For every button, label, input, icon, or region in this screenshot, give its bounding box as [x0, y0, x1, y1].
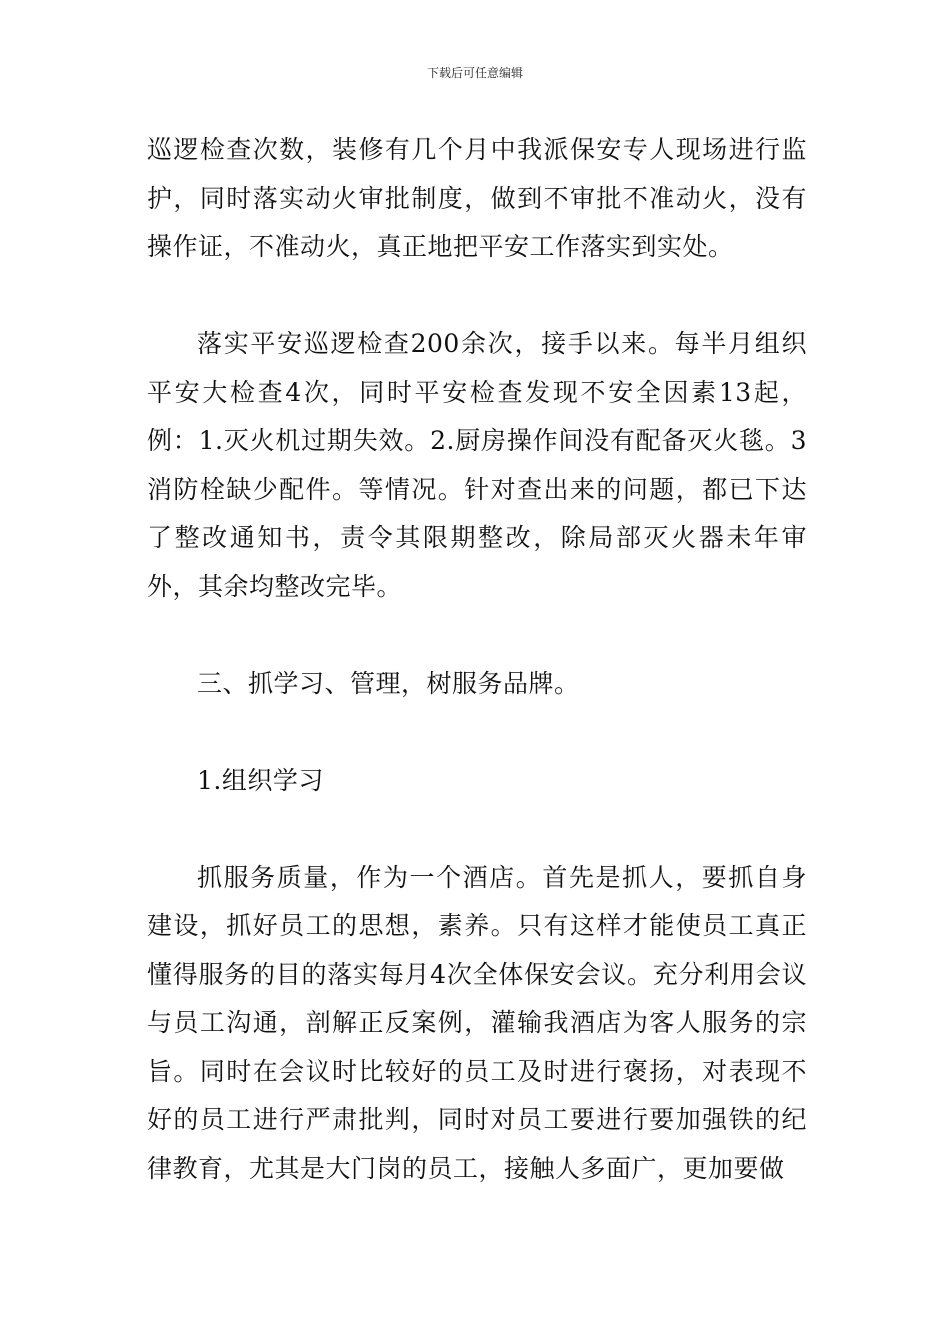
paragraph-gap: [147, 272, 807, 321]
document-body: [147, 126, 807, 1193]
paragraph-safety-inspection: 落实平安巡逻检查200余次，接手以来。每半月组织平安大检查4次，同时平安检查发现不安全因素13起，例：1.灭火机过期失效。2.厨房操作间没有配备灭火毯。3消防栓缺少配件。等情况。针对查出来的问题，都已下达了整改通知书，责令其限期整改，除局部灭火器未年审外，其余均整改完毕。: [147, 329, 807, 601]
paragraph-gap: [147, 805, 807, 854]
section-heading-three: 三、抓学习、管理，树服务品牌。: [197, 668, 580, 698]
page-header-note: 下载后可任意编辑: [426, 66, 523, 80]
paragraph-gap: [147, 708, 807, 757]
paragraph-gap: [147, 611, 807, 660]
subsection-heading-study: 1.组织学习: [197, 765, 324, 795]
paragraph-continuation: 巡逻检查次数，装修有几个月中我派保安专人现场进行监护，同时落实动火审批制度，做到不审批不准动火，没有操作证，不准动火，真正地把平安工作落实到实处。: [147, 135, 807, 261]
paragraph-service-quality: 抓服务质量，作为一个酒店。首先是抓人，要抓自身建设，抓好员工的思想，素养。只有这样才能使员工真正懂得服务的目的落实每月4次全体保安会议。充分利用会议与员工沟通，剖解正反案例，灌输我酒店为客人服务的宗旨。同时在会议时比较好的员工及时进行褒扬，对表现不好的员工进行严肃批判，同时对员工要进行要加强铁的纪律教育，尤其是大门岗的员工，接触人多面广，更加要做: [147, 862, 807, 1183]
